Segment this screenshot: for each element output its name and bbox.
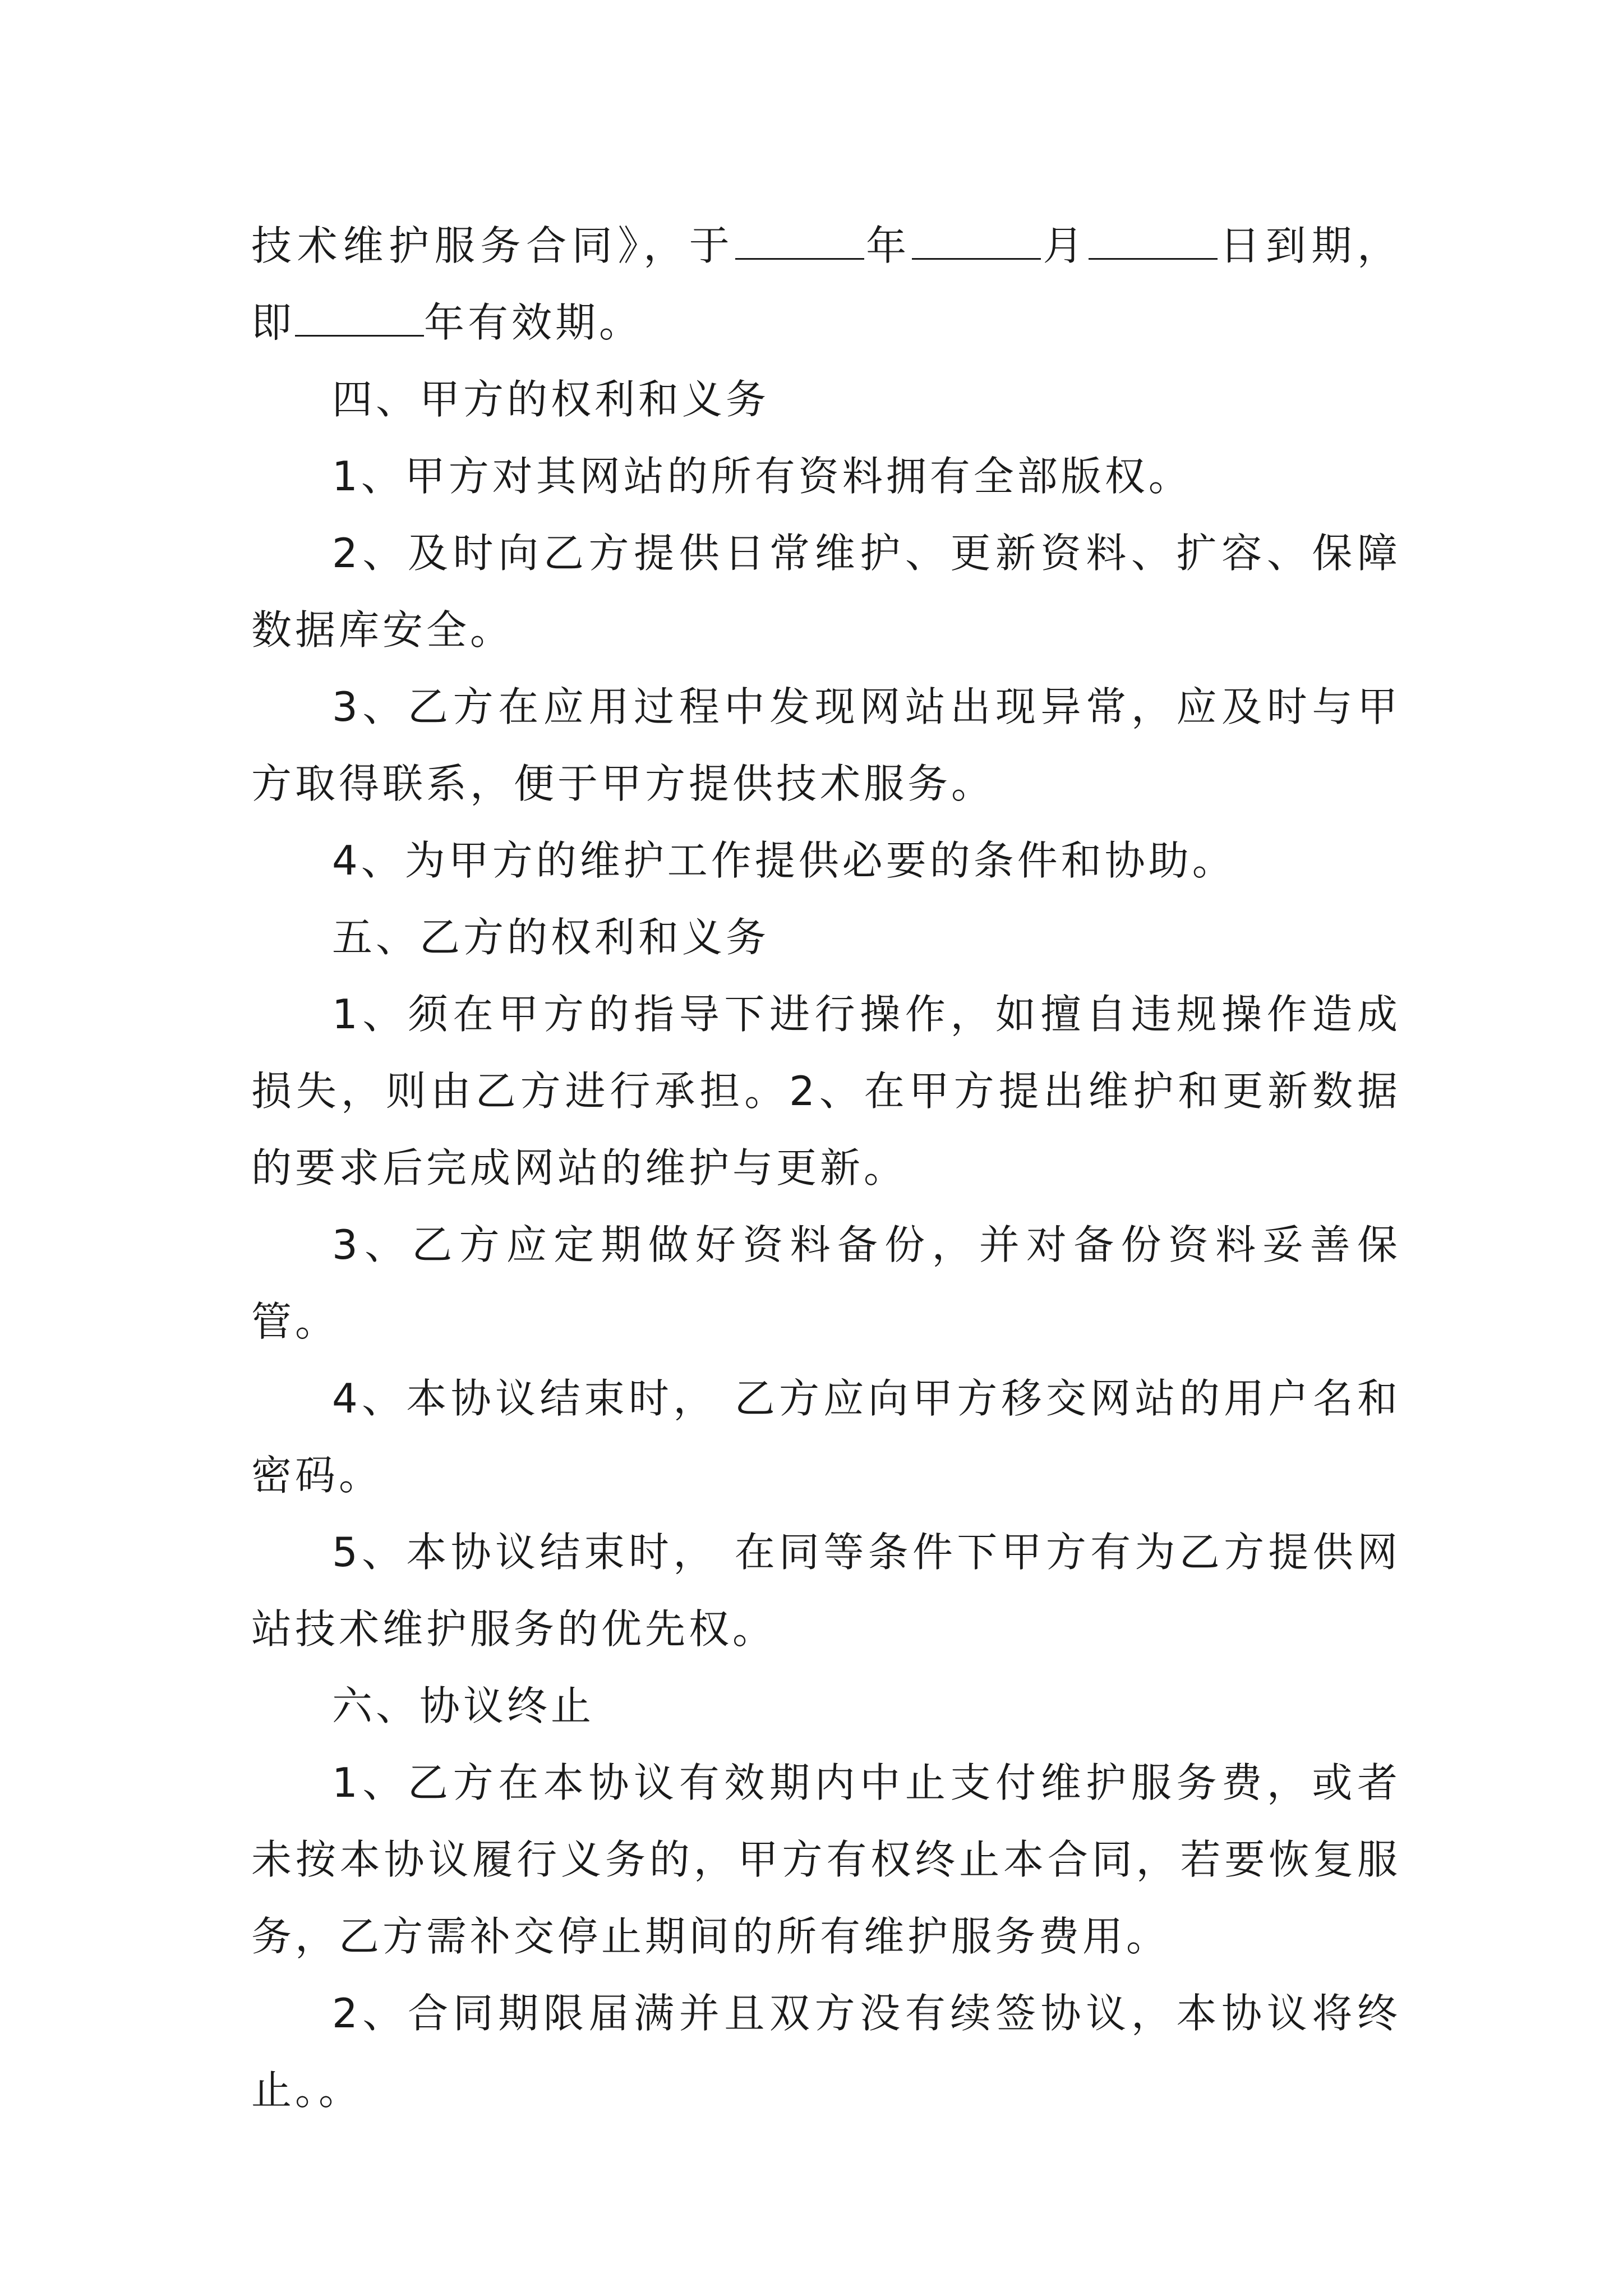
section-heading-termination: 六、协议终止 [332,1682,595,1729]
paragraph-contract-term [251,208,1401,361]
clause-5-4: 4、本协议结束时， 乙方应向甲方移交网站的用户名和密码。 [251,1375,1401,1499]
fill-blank-years [295,301,424,337]
clause-5-5: 5、本协议结束时， 在同等条件下甲方有为乙方提供网站技术维护服务的优先权。 [251,1529,1401,1653]
clause-4-3: 3、乙方在应用过程中发现网站出现异常，应及时与甲方取得联系，便于甲方提供技术服务。 [251,683,1401,807]
clause-5-1: 1、须在甲方的指导下进行操作，如擅自违规操作造成损失，则由乙方进行承担。2、在甲方提出维护和更新数据的要求后完成网站的维护与更新。 [251,991,1401,1191]
text-segment: 月 [1040,222,1089,269]
text-segment: 年有效期。 [424,299,643,346]
clause-4-2: 2、及时向乙方提供日常维护、更新资料、扩容、保障数据库安全。 [251,530,1401,654]
section-heading-party-b: 五、乙方的权利和义务 [332,914,770,961]
clause-6-1: 1、乙方在本协议有效期内中止支付维护服务费，或者未按本协议履行义务的，甲方有权终止本合同，若要恢复服务，乙方需补交停止期间的所有维护服务费用。 [251,1759,1401,1960]
section-heading-party-a: 四、甲方的权利和义务 [332,376,770,423]
document-body [251,208,1401,2129]
text-segment: 年 [864,222,912,269]
clause-5-3: 3、乙方应定期做好资料备份，并对备份资料妥善保管。 [251,1221,1401,1345]
clause-4-1: 1、甲方对其网站的所有资料拥有全部版权。 [332,453,1192,500]
fill-blank-year [735,224,864,260]
clause-6-2: 2、合同期限届满并且双方没有续签协议，本协议将终止。。 [251,1990,1401,2114]
fill-blank-day [1089,224,1218,260]
text-segment: 技术维护服务合同》，于 [251,222,735,269]
clause-4-4: 4、为甲方的维护工作提供必要的条件和协助。 [332,837,1236,884]
fill-blank-month [912,224,1041,260]
text-segment: 日到期，即 [251,222,1401,346]
